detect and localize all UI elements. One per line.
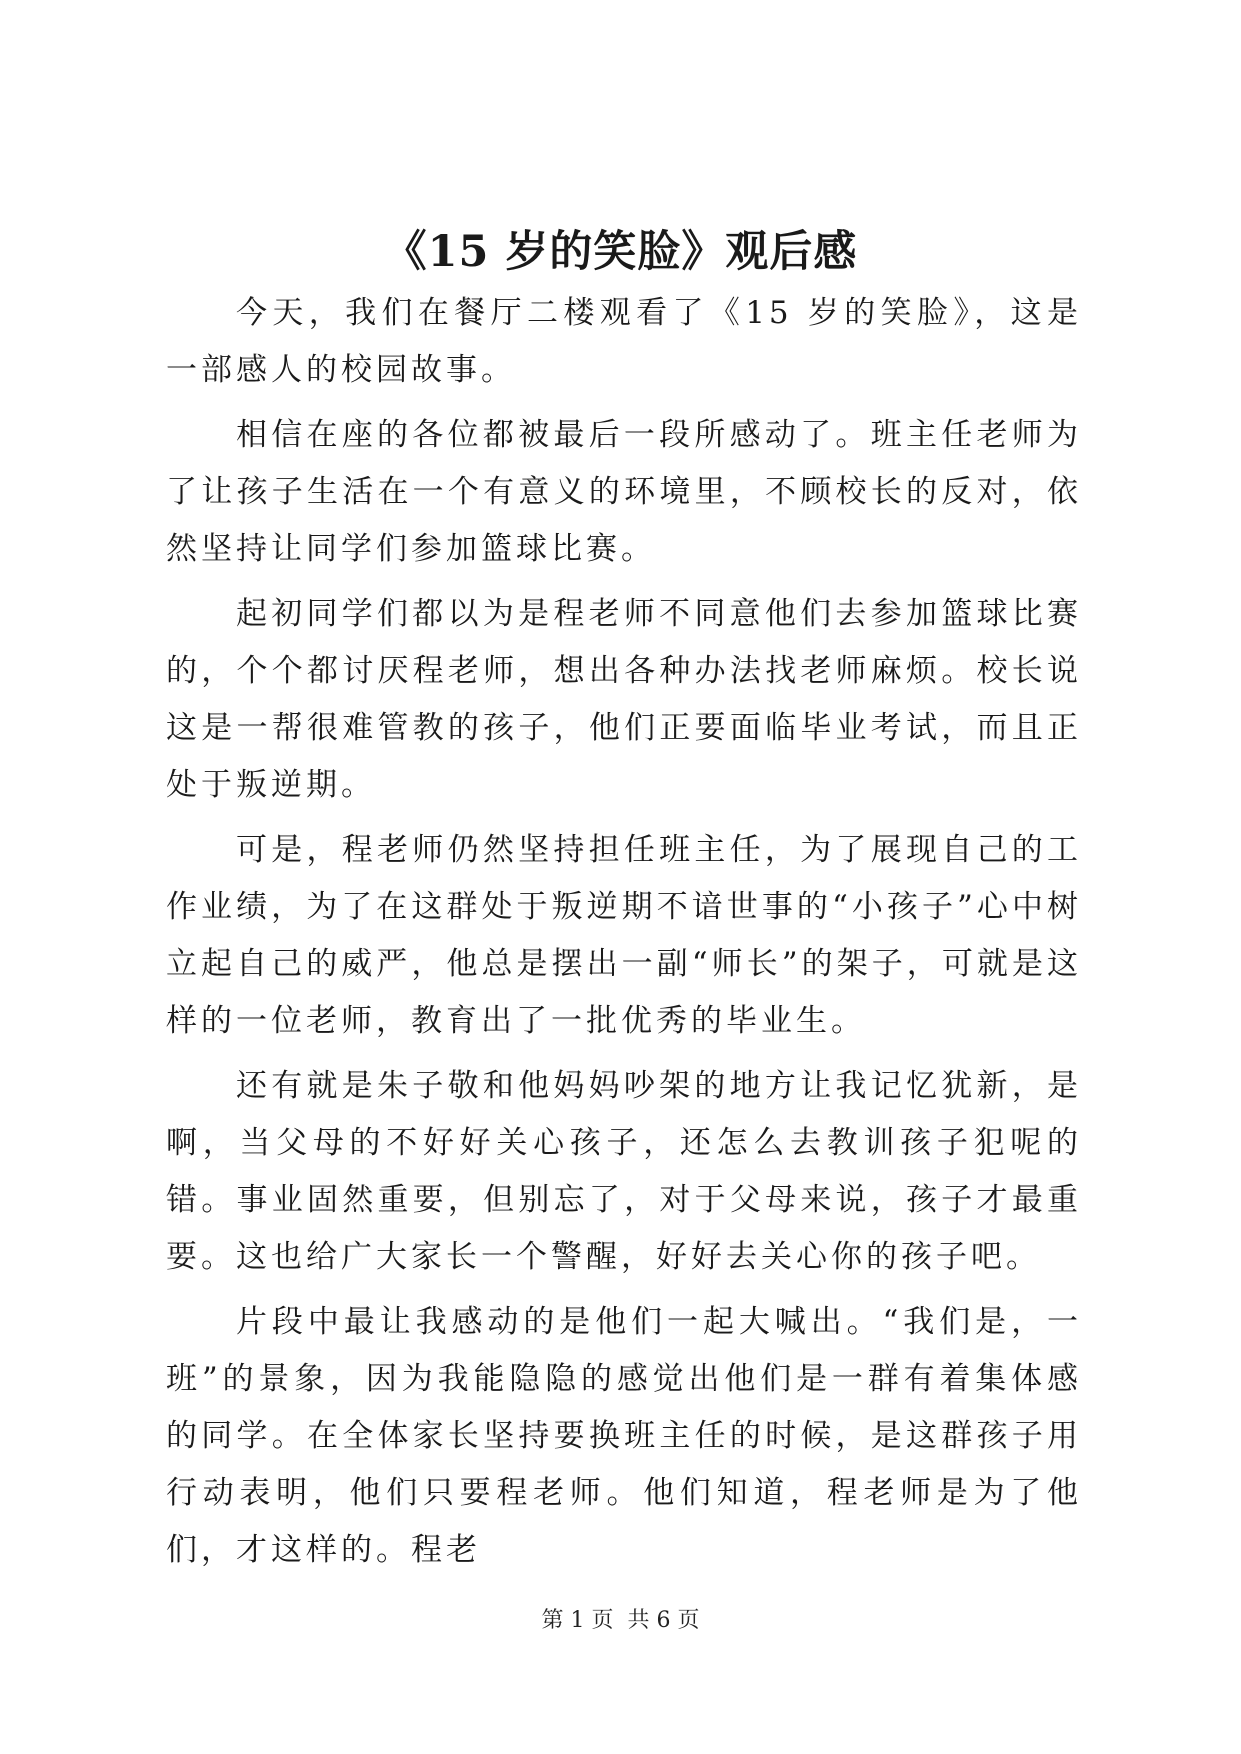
paragraph-6: 片段中最让我感动的是他们一起大喊出。“我们是，一班”的景象，因为我能隐隐的感觉出他们是一群有着集体感的同学。在全体家长坚持要换班主任的时候，是这群孩子用行动表明，他们只要程老师。他们知道，程老师是为了他们，才这样的。程老 xyxy=(166,1304,1082,1568)
document-body xyxy=(166,285,1082,1587)
paragraph-2: 相信在座的各位都被最后一段所感动了。班主任老师为了让孩子生活在一个有意义的环境里，不顾校长的反对，依然坚持让同学们参加篮球比赛。 xyxy=(166,417,1082,567)
paragraph-4: 可是，程老师仍然坚持担任班主任，为了展现自己的工作业绩，为了在这群处于叛逆期不谙世事的“小孩子”心中树立起自己的威严，他总是摆出一副“师长”的架子，可就是这样的一位老师，教育出了一批优秀的毕业生。 xyxy=(166,832,1082,1039)
page-number-label: 第 1 页 共 6 页 xyxy=(541,1608,700,1633)
paragraph-1: 今天，我们在餐厅二楼观看了《15 岁的笑脸》，这是一部感人的校园故事。 xyxy=(166,295,1082,388)
document-title: 《15 岁的笑脸》观后感 xyxy=(383,227,858,277)
paragraph-5: 还有就是朱子敬和他妈妈吵架的地方让我记忆犹新，是啊，当父母的不好好关心孩子，还怎么去教训孩子犯呢的错。事业固然重要，但别忘了，对于父母来说，孩子才最重要。这也给广大家长一个警醒，好好去关心你的孩子吧。 xyxy=(166,1068,1082,1275)
paragraph-3: 起初同学们都以为是程老师不同意他们去参加篮球比赛的，个个都讨厌程老师，想出各种办法找老师麻烦。校长说这是一帮很难管教的孩子，他们正要面临毕业考试，而且正处于叛逆期。 xyxy=(166,596,1082,803)
page-number-footer xyxy=(0,1606,1241,1636)
